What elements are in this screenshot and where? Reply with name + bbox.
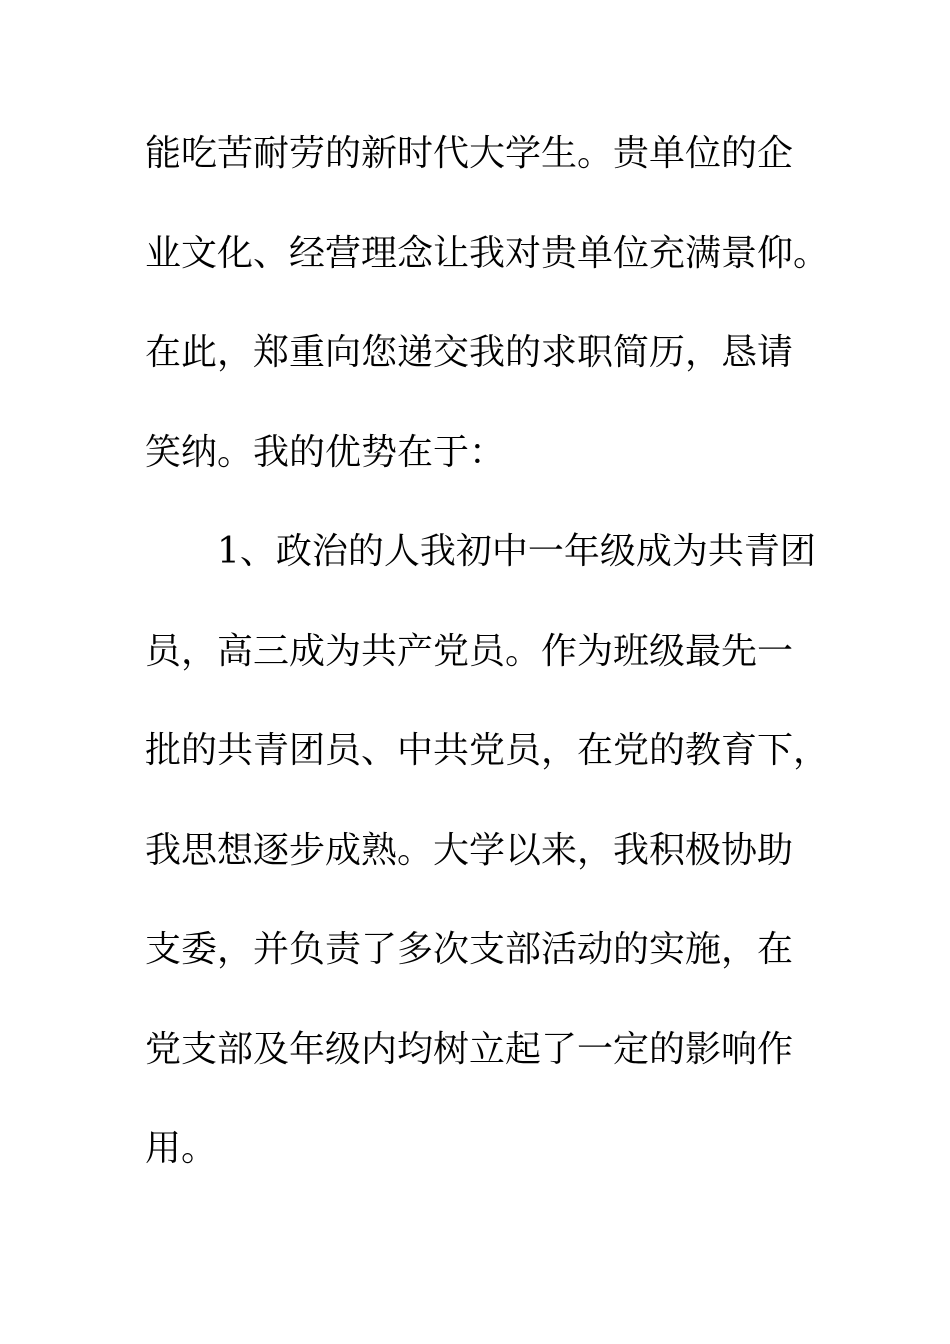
text-line: 员，高三成为共产党员。作为班级最先一: [145, 630, 794, 672]
text-line: 笑纳。我的优势在于：: [145, 431, 506, 473]
text-line: 批的共青团员、中共党员，在党的教育下，: [145, 730, 830, 771]
text-line: 党支部及年级内均树立起了一定的影响作: [145, 1028, 794, 1070]
text-line: 业文化、经营理念让我对贵单位充满景仰。: [145, 232, 830, 274]
text-line: 在此，郑重向您递交我的求职简历，恳请: [145, 332, 794, 373]
text-line: 支委，并负责了多次支部活动的实施，在: [145, 929, 794, 970]
body-text: [145, 126, 830, 1221]
text-line: 能吃苦耐劳的新时代大学生。贵单位的企: [145, 133, 794, 174]
text-line: 用。: [145, 1128, 218, 1169]
text-line-indented: 1、政治的人我初中一年级成为共青团: [217, 531, 816, 572]
text-line: 我思想逐步成熟。大学以来，我积极协助: [145, 829, 794, 871]
